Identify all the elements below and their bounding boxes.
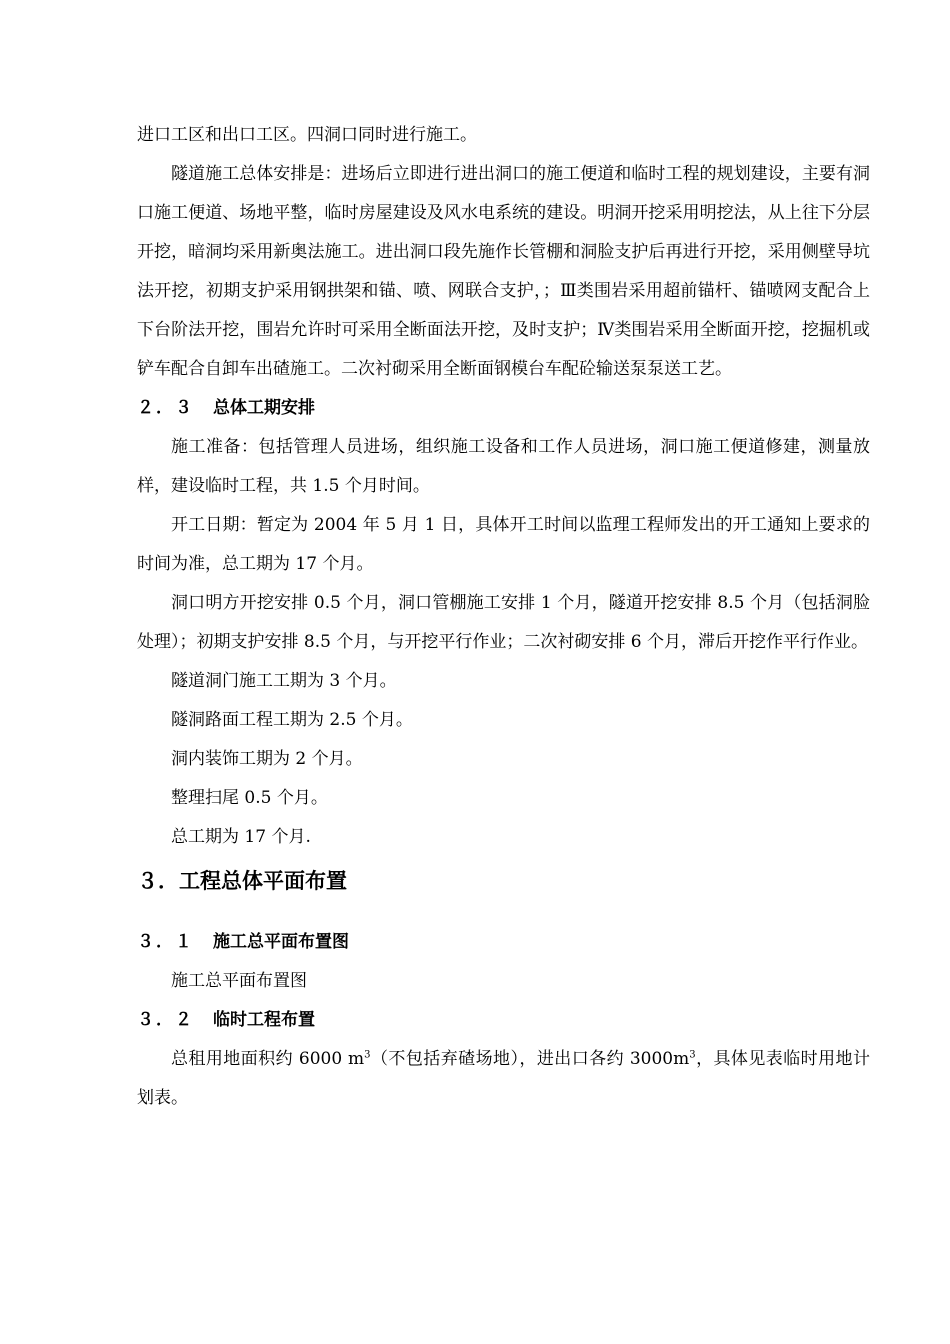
section-heading-2-3 [137, 389, 870, 428]
section-number: ３．２ [137, 1010, 194, 1030]
chapter-title: 工程总体平面布置 [179, 869, 347, 893]
section-heading-3-1 [137, 923, 870, 962]
section-heading-3-2 [137, 1001, 870, 1040]
paragraph-portal-duration: 隧道洞门施工工期为 3 个月。 [171, 671, 397, 691]
paragraph-road-duration: 隧洞路面工程工期为 2.5 个月。 [171, 710, 413, 730]
superscript-3: 3 [689, 1049, 696, 1061]
section-title: 施工总平面布置图 [213, 932, 349, 952]
document-page [137, 116, 870, 1118]
paragraph-total-duration: 总工期为 17 个月. [171, 827, 311, 847]
paragraph-preparation: 施工准备：包括管理人员进场，组织施工设备和工作人员进场，洞口施工便道修建，测量放样，建设临时工程，共 1.5 个月时间。 [137, 437, 870, 496]
section-title: 总体工期安排 [213, 398, 315, 418]
section-number: ２．３ [137, 398, 194, 418]
chapter-heading-3 [137, 861, 870, 901]
paragraph-overall-arrangement: 隧道施工总体安排是：进场后立即进行进出洞口的施工便道和临时工程的规划建设，主要有洞口施工便道、场地平整，临时房屋建设及风水电系统的建设。明洞开挖采用明挖法，从上往下分层开挖，暗洞均采用新奥法施工。进出洞口段先施作长管棚和洞脸支护后再进行开挖，采用侧壁导坑法开挖，初期支护采用钢拱架和锚、喷、网联合支护，；Ⅲ类围岩采用超前锚杆、锚喷网支配合上下台阶法开挖，围岩允许时可采用全断面法开挖，及时支护；Ⅳ类围岩采用全断面开挖，挖掘机或铲车配合自卸车出碴施工。二次衬砌采用全断面钢模台车配砼输送泵泵送工艺。 [137, 164, 870, 379]
paragraph-schedule: 洞口明方开挖安排 0.5 个月，洞口管棚施工安排 1 个月，隧道开挖安排 8.5 个月（包括洞脸处理）；初期支护安排 8.5 个月，与开挖平行作业；二次衬砌安排 6 个月，滞后开挖作平行作业。 [137, 593, 870, 652]
paragraph-start-date: 开工日期：暂定为 2004 年 5 月 1 日，具体开工时间以监理工程师发出的开工通知上要求的时间为准，总工期为 17 个月。 [137, 515, 870, 574]
chapter-number: ３． [137, 869, 179, 893]
paragraph-land-use [137, 1040, 870, 1118]
land-use-text-a: 总租用地面积约 6000 m [171, 1049, 365, 1069]
superscript-3: 3 [364, 1049, 371, 1061]
paragraph-cleanup-duration: 整理扫尾 0.5 个月。 [171, 788, 328, 808]
land-use-text-c: ，具体见表临时用地计划表。 [137, 1049, 870, 1108]
section-number: ３．１ [137, 932, 194, 952]
paragraph-decoration-duration: 洞内装饰工期为 2 个月。 [171, 749, 363, 769]
spacer [137, 901, 870, 923]
land-use-text-b: （不包括弃碴场地），进出口各约 3000m [370, 1049, 690, 1069]
paragraph-intro-tail: 进口工区和出口工区。四洞口同时进行施工。 [137, 125, 477, 145]
section-title: 临时工程布置 [213, 1010, 315, 1030]
paragraph-layout-plan: 施工总平面布置图 [171, 971, 307, 991]
